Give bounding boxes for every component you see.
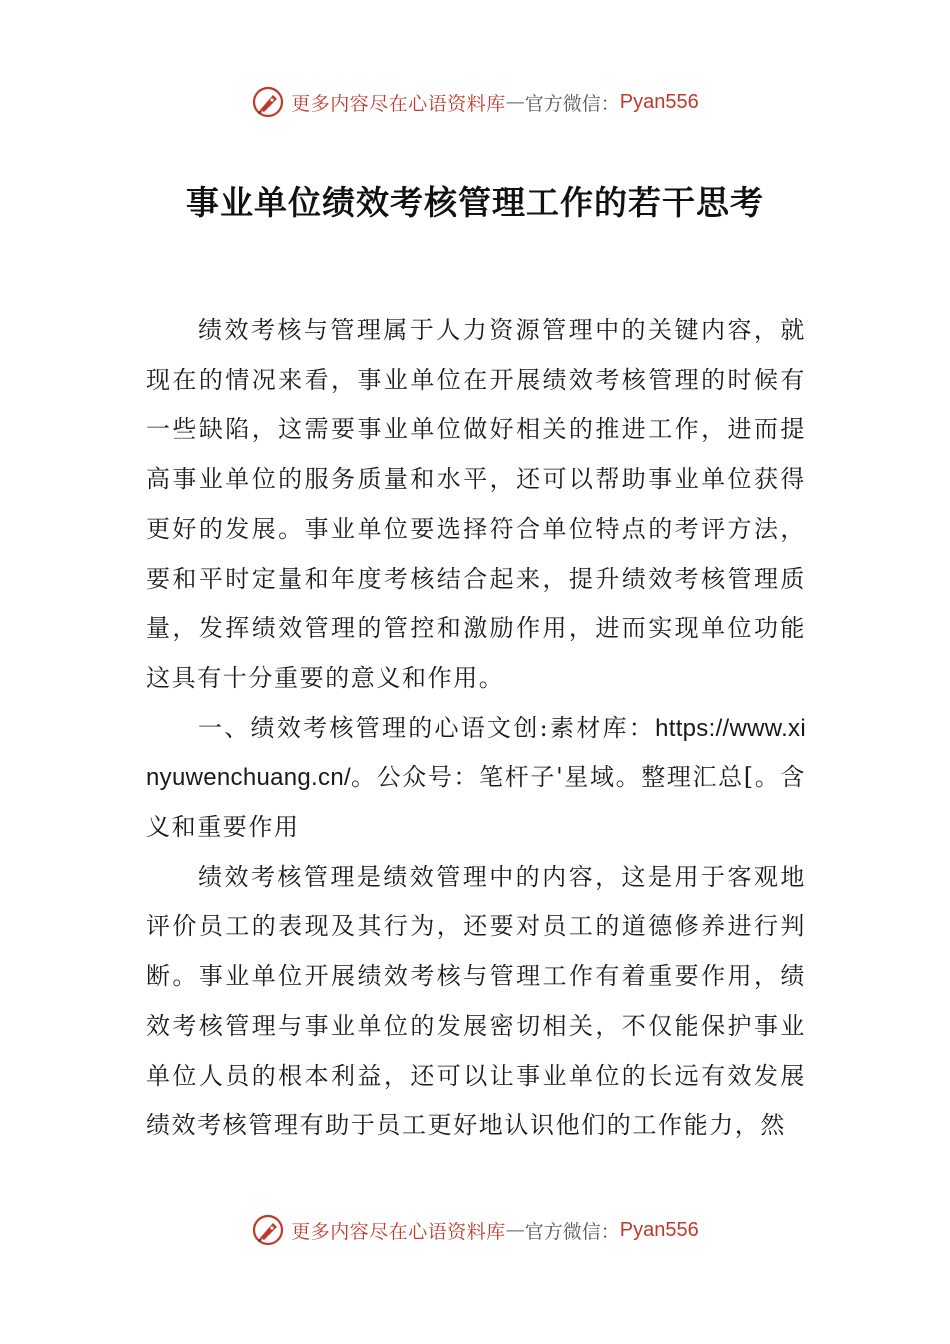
paragraph: 绩效考核管理是绩效管理中的内容，这是用于客观地评价员工的表现及其行为，还要对员工的道德修养进行判断。事业单位开展绩效考核与管理工作有着重要作用，绩效考核管理与事业单位的发展密切相关，不仅能保护事业单位人员的根本利益，还可以让事业单位的长远有效发展绩效考核管理有助于员工更好地认识他们的工作能力，然 [146, 862, 806, 1140]
paragraph: 绩效考核与管理属于人力资源管理中的关键内容，就现在的情况来看，事业单位在开展绩效考核管理的时候有一些缺陷，这需要事业单位做好相关的推进工作，进而提高事业单位的服务质量和水平，还可以帮助事业单位获得更好的发展。事业单位要选择符合单位特点的考评方法，要和平时定量和年度考核结合起来，提升绩效考核管理质量，发挥绩效管理的管控和激励作用，进而实现单位功能这具有十分重要的意义和作用。 [146, 316, 806, 692]
banner-text: 更多内容尽在心语资料库 [291, 1220, 506, 1243]
banner-wechat-id: Pyan556 [619, 90, 699, 113]
header-banner [0, 82, 950, 122]
banner-official-label: 官方微信： [524, 92, 620, 115]
source-url[interactable]: https://www.xinyuwenchuang.cn/ [146, 714, 806, 792]
banner-wechat-id: Pyan556 [619, 1218, 699, 1241]
section-prefix: 一、绩效考核管理的心语文创:素材库： [198, 713, 656, 742]
banner-separator: — [505, 1219, 525, 1241]
document-title: 事业单位绩效考核管理工作的若干思考 [186, 183, 764, 222]
section-suffix: 。公众号：笔杆子'星域。整理汇总[。含义和重要作用 [146, 763, 806, 842]
section-heading [146, 704, 806, 853]
pen-nib-logo-icon [251, 85, 285, 119]
banner-text: 更多内容尽在心语资料库 [291, 92, 506, 115]
document-body [146, 306, 806, 1151]
footer-banner [0, 1210, 950, 1250]
pen-nib-logo-icon [251, 1213, 285, 1247]
banner-separator: — [505, 91, 525, 113]
banner-official-label: 官方微信： [524, 1220, 620, 1243]
